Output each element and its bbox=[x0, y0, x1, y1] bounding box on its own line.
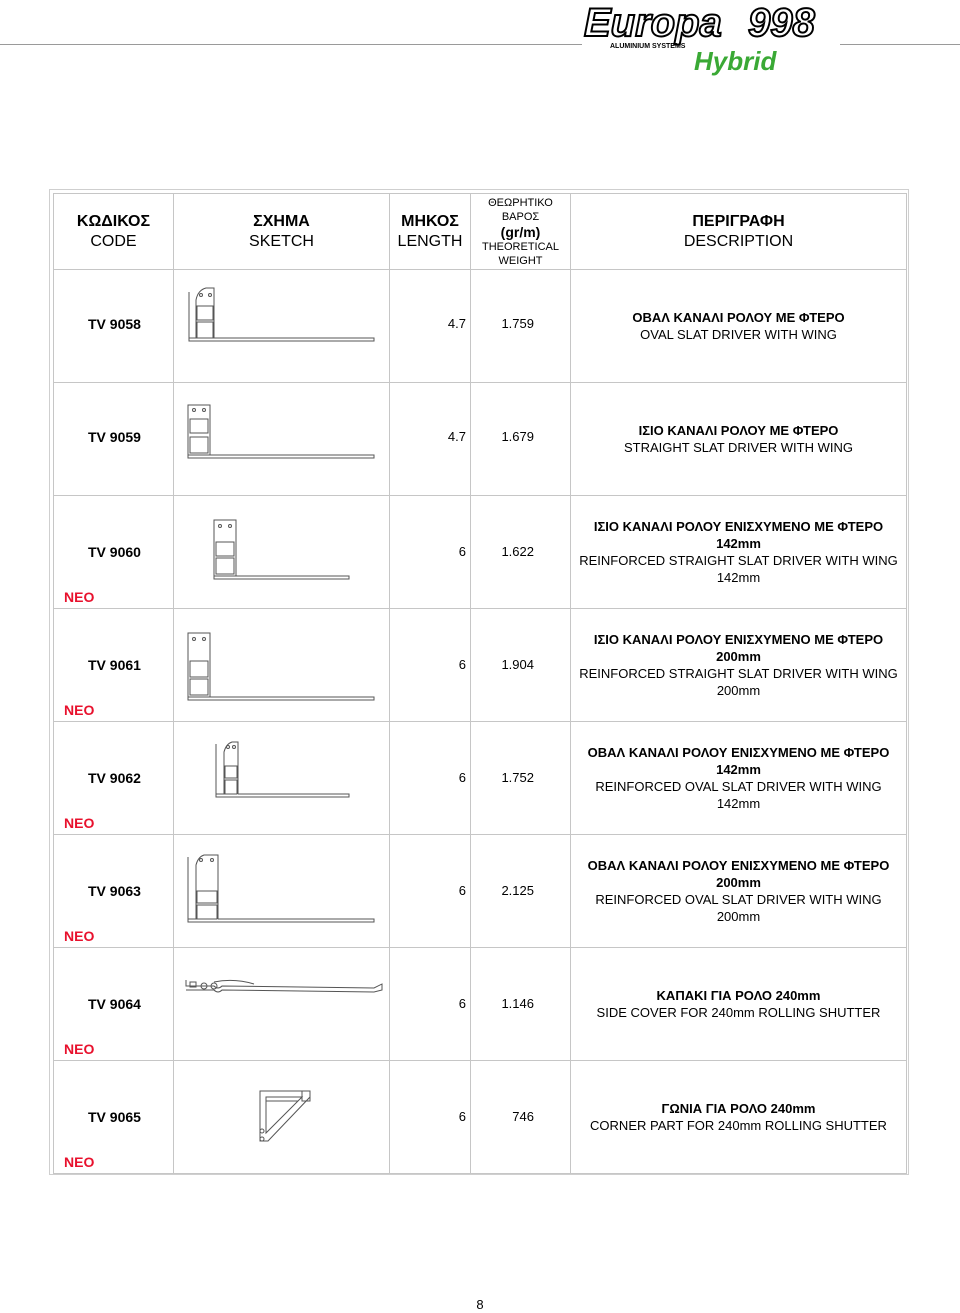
length-value: 6 bbox=[458, 1109, 466, 1124]
description-gr: ΓΩΝΙΑ ΓΙΑ ΡΟΛΟ 240mm bbox=[661, 1101, 816, 1116]
description-en: REINFORCED OVAL SLAT DRIVER WITH WING 142mm bbox=[595, 779, 882, 811]
length-cell bbox=[390, 496, 471, 609]
header-code-en: CODE bbox=[90, 232, 137, 250]
profile-sketch bbox=[174, 948, 390, 1060]
logo-series: 998 bbox=[748, 1, 815, 45]
code-cell bbox=[54, 383, 174, 496]
length-cell bbox=[390, 1061, 471, 1174]
description-gr: ΟΒΑΛ ΚΑΝΑΛΙ ΡΟΛΟΥ ΕΝΙΣΧΥΜΕΝΟ ΜΕ ΦΤΕΡΟ 142mm bbox=[587, 745, 890, 777]
description-cell bbox=[571, 835, 907, 948]
weight-value: 2.125 bbox=[501, 883, 534, 898]
new-badge: ΝΕΟ bbox=[64, 1154, 95, 1170]
description-gr: ΙΣΙΟ ΚΑΝΑΛΙ ΡΟΛΟΥ ΕΝΙΣΧΥΜΕΝΟ ΜΕ ΦΤΕΡΟ 142mm bbox=[593, 519, 884, 551]
header-sketch bbox=[174, 194, 390, 270]
product-code: TV 9065 bbox=[88, 1109, 141, 1125]
description-gr: ΙΣΙΟ ΚΑΝΑΛΙ ΡΟΛΟΥ ΜΕ ΦΤΕΡΟ bbox=[638, 423, 839, 438]
product-code: TV 9060 bbox=[88, 544, 141, 560]
profile-sketch bbox=[174, 383, 390, 495]
weight-value: 1.622 bbox=[501, 544, 534, 559]
weight-value: 1.146 bbox=[501, 996, 534, 1011]
header-rule-right bbox=[840, 44, 960, 45]
description-gr: ΙΣΙΟ ΚΑΝΑΛΙ ΡΟΛΟΥ ΕΝΙΣΧΥΜΕΝΟ ΜΕ ΦΤΕΡΟ 200mm bbox=[593, 632, 884, 664]
header-sketch-en: SKETCH bbox=[249, 232, 314, 250]
code-cell bbox=[54, 609, 174, 722]
sketch-cell bbox=[174, 948, 390, 1061]
description-cell bbox=[571, 948, 907, 1061]
table-row bbox=[54, 1061, 907, 1174]
sketch-cell bbox=[174, 1061, 390, 1174]
table-row bbox=[54, 609, 907, 722]
profile-sketch bbox=[174, 270, 390, 382]
length-value: 6 bbox=[458, 544, 466, 559]
description-cell bbox=[571, 270, 907, 383]
header-sketch-gr: ΣΧΗΜΑ bbox=[253, 212, 310, 230]
length-value: 6 bbox=[458, 657, 466, 672]
product-table-frame bbox=[49, 189, 909, 1175]
product-table bbox=[53, 193, 907, 1174]
header-weight-en2: WEIGHT bbox=[498, 254, 543, 267]
weight-value: 1.759 bbox=[501, 316, 534, 331]
profile-sketch bbox=[174, 1061, 390, 1173]
weight-value: 746 bbox=[512, 1109, 534, 1124]
description-en: SIDE COVER FOR 240mm ROLLING SHUTTER bbox=[596, 1005, 881, 1020]
weight-cell bbox=[471, 948, 571, 1061]
description-en: REINFORCED STRAIGHT SLAT DRIVER WITH WING 200mm bbox=[579, 666, 898, 698]
description-en: REINFORCED STRAIGHT SLAT DRIVER WITH WING 142mm bbox=[579, 553, 898, 585]
header-length-en: LENGTH bbox=[397, 232, 463, 250]
product-code: TV 9062 bbox=[88, 770, 141, 786]
description-cell bbox=[571, 383, 907, 496]
header-weight-unit: (gr/m) bbox=[500, 223, 541, 240]
description-cell bbox=[571, 722, 907, 835]
table-row bbox=[54, 496, 907, 609]
header-length-gr: ΜΗΚΟΣ bbox=[401, 212, 459, 230]
length-value: 6 bbox=[458, 996, 466, 1011]
profile-sketch bbox=[174, 609, 390, 721]
header-description-gr: ΠΕΡΙΓΡΑΦΗ bbox=[692, 212, 785, 230]
length-value: 6 bbox=[458, 883, 466, 898]
table-row bbox=[54, 383, 907, 496]
weight-value: 1.752 bbox=[501, 770, 534, 785]
description-cell bbox=[571, 496, 907, 609]
length-value: 4.7 bbox=[447, 429, 466, 444]
header-rule-left bbox=[0, 44, 582, 45]
europa-logo bbox=[582, 0, 838, 78]
weight-cell bbox=[471, 383, 571, 496]
code-cell bbox=[54, 1061, 174, 1174]
code-cell bbox=[54, 496, 174, 609]
header-weight-gr1: ΘΕΩΡΗΤΙΚΟ bbox=[488, 196, 553, 209]
table-row bbox=[54, 835, 907, 948]
weight-cell bbox=[471, 609, 571, 722]
description-gr: ΟΒΑΛ ΚΑΝΑΛΙ ΡΟΛΟΥ ΕΝΙΣΧΥΜΕΝΟ ΜΕ ΦΤΕΡΟ 200mm bbox=[587, 858, 890, 890]
page-number: 8 bbox=[476, 1297, 484, 1312]
profile-sketch bbox=[174, 835, 390, 947]
logo-hybrid: Hybrid bbox=[694, 46, 777, 76]
new-badge: ΝΕΟ bbox=[64, 702, 95, 718]
header-code bbox=[54, 194, 174, 270]
description-en: CORNER PART FOR 240mm ROLLING SHUTTER bbox=[590, 1118, 887, 1133]
weight-cell bbox=[471, 1061, 571, 1174]
sketch-cell bbox=[174, 383, 390, 496]
weight-value: 1.679 bbox=[501, 429, 534, 444]
profile-sketch bbox=[174, 496, 390, 608]
sketch-cell bbox=[174, 609, 390, 722]
new-badge: ΝΕΟ bbox=[64, 928, 95, 944]
table-row bbox=[54, 270, 907, 383]
sketch-cell bbox=[174, 835, 390, 948]
logo-brand: Europa bbox=[584, 1, 722, 45]
code-cell bbox=[54, 835, 174, 948]
header-length bbox=[390, 194, 471, 270]
product-code: TV 9063 bbox=[88, 883, 141, 899]
sketch-cell bbox=[174, 722, 390, 835]
profile-sketch bbox=[174, 722, 390, 834]
header-description bbox=[571, 194, 907, 270]
description-cell bbox=[571, 609, 907, 722]
length-cell bbox=[390, 270, 471, 383]
product-code: TV 9061 bbox=[88, 657, 141, 673]
table-row bbox=[54, 948, 907, 1061]
code-cell bbox=[54, 722, 174, 835]
length-cell bbox=[390, 383, 471, 496]
length-cell bbox=[390, 609, 471, 722]
new-badge: ΝΕΟ bbox=[64, 589, 95, 605]
description-gr: ΟΒΑΛ ΚΑΝΑΛΙ ΡΟΛΟΥ ΜΕ ΦΤΕΡΟ bbox=[632, 310, 845, 325]
description-cell bbox=[571, 1061, 907, 1174]
length-cell bbox=[390, 722, 471, 835]
code-cell bbox=[54, 270, 174, 383]
description-en: REINFORCED OVAL SLAT DRIVER WITH WING 200mm bbox=[595, 892, 882, 924]
new-badge: ΝΕΟ bbox=[64, 1041, 95, 1057]
description-en: STRAIGHT SLAT DRIVER WITH WING bbox=[624, 440, 853, 455]
weight-cell bbox=[471, 722, 571, 835]
product-code: TV 9064 bbox=[88, 996, 141, 1012]
code-cell bbox=[54, 948, 174, 1061]
length-cell bbox=[390, 835, 471, 948]
table-header-row bbox=[54, 194, 907, 270]
logo-tagline: ALUMINIUM SYSTEMS bbox=[610, 43, 686, 50]
weight-cell bbox=[471, 835, 571, 948]
header-code-gr: ΚΩΔΙΚΟΣ bbox=[76, 212, 151, 230]
weight-cell bbox=[471, 270, 571, 383]
header-description-en: DESCRIPTION bbox=[683, 232, 794, 250]
product-code: TV 9058 bbox=[88, 316, 141, 332]
header-weight-en1: THEORETICAL bbox=[481, 240, 559, 253]
length-value: 6 bbox=[458, 770, 466, 785]
length-value: 4.7 bbox=[447, 316, 466, 331]
product-code: TV 9059 bbox=[88, 429, 141, 445]
description-gr: ΚΑΠΑΚΙ ΓΙΑ ΡΟΛΟ 240mm bbox=[656, 988, 821, 1003]
weight-cell bbox=[471, 496, 571, 609]
header-weight bbox=[471, 194, 571, 270]
new-badge: ΝΕΟ bbox=[64, 815, 95, 831]
sketch-cell bbox=[174, 270, 390, 383]
header-weight-gr2: ΒΑΡΟΣ bbox=[501, 210, 540, 223]
description-en: OVAL SLAT DRIVER WITH WING bbox=[640, 327, 837, 342]
sketch-cell bbox=[174, 496, 390, 609]
length-cell bbox=[390, 948, 471, 1061]
weight-value: 1.904 bbox=[501, 657, 534, 672]
table-row bbox=[54, 722, 907, 835]
